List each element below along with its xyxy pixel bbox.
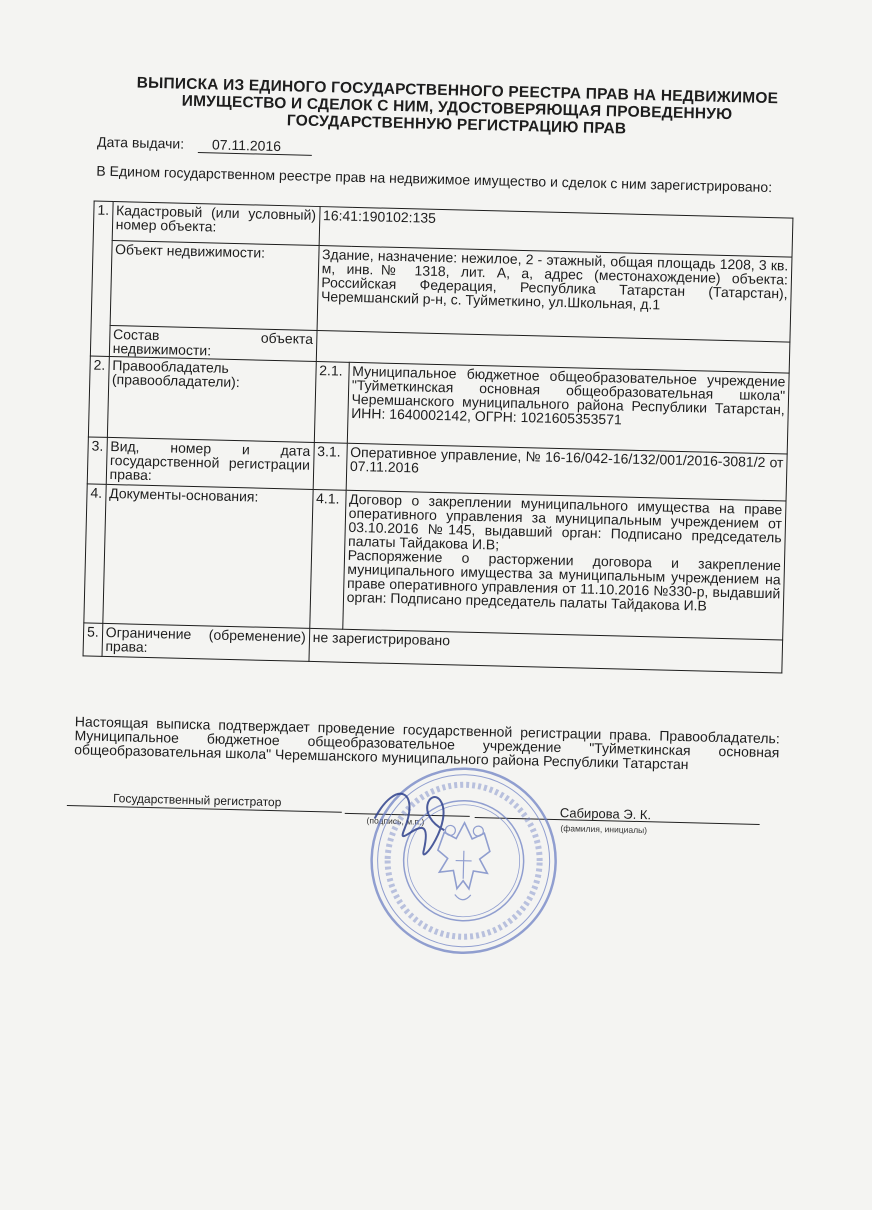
row-number: 3. <box>87 437 107 484</box>
registrar-name: Сабирова Э. К. <box>559 805 652 823</box>
registrar-label: Государственный регистратор <box>112 791 282 810</box>
signature-caption: (подпись, м.п.) <box>366 815 425 827</box>
documents-label: Документы-основания: <box>103 484 313 628</box>
row-number: 5. <box>83 623 102 656</box>
cadastral-label: Кадастровый (или условный) номер объекта: <box>112 201 320 245</box>
cadastral-value: 16:41:190102:135 <box>319 207 793 258</box>
rightholder-label: Правообладатель (правообладатели): <box>107 356 316 442</box>
intro-paragraph: В Едином государственном реестре прав на недвижимое имущество и сделок с ним зарегистрировано: <box>96 162 773 196</box>
documents-value <box>342 490 786 640</box>
composition-label: Состав объекта недвижимости: <box>109 325 317 361</box>
registration-value: Оперативное управление, № 16-16/042-16/132/001/2016-3081/2 от 07.11.2016 <box>346 443 787 501</box>
encumbrance-label: Ограничение (обременение) права: <box>102 623 310 661</box>
official-seal-stamp-icon <box>361 758 566 963</box>
sub-number: 2.1. <box>314 361 349 443</box>
document-title: ВЫПИСКА ИЗ ЕДИНОГО ГОСУДАРСТВЕННОГО РЕЕСТРА ПРАВ НА НЕДВИЖИМОЕ ИМУЩЕСТВО И СДЕЛОК С НИМ, УДОСТОВЕРЯЮЩАЯ ПРОВЕДЕННУЮ ГОСУДАРСТВЕННУЮ РЕГИСТРАЦИЮ ПРАВ <box>136 74 779 138</box>
object-value: Здание, назначение: нежилое, 2 - этажный, общая площадь 1208, 3 кв. м, инв.№ 1318, лит. А, а, адрес (местонахождение) объекта: Российская Федерация, Республика Татарстан (Татарстан), Черемшанский р-н, с. Туйметкино, ул.Школьная, д.1 <box>317 246 792 343</box>
name-caption: (фамилия, инициалы) <box>560 823 648 836</box>
registry-table <box>83 201 794 674</box>
issue-date-label: Дата выдачи: <box>96 133 185 152</box>
document-basis-1: Договор о закреплении муниципального имущества на праве оперативного управления за муниципальным учреждением от 03.10.2016 №145, выдавший орган: Подписано председатель палаты Тайдакова И.В; <box>347 490 783 553</box>
sub-number: 4.1. <box>309 489 345 629</box>
issue-date-row <box>97 134 312 156</box>
document-basis-2: Распоряжение о расторжении договора и закрепление муниципального имущества за муниципальным учреждением на праве оперативного управления от 11.10.2016 №330-р, выдавший орган: Подписано председатель палаты Тайдакова И.В <box>346 546 782 614</box>
table-row <box>84 484 786 640</box>
object-label: Объект недвижимости: <box>110 240 319 330</box>
issue-date-value: 07.11.2016 <box>198 136 312 156</box>
rightholder-value: Муниципальное бюджетное общеобразовательное учреждение "Туйметкинская основная общеобразовательная школа" Черемшанского муниципального района Республики Татарстан, ИНН: 1640002142, ОГРН: 1021605353571 <box>347 362 789 454</box>
registration-label: Вид, номер и дата государственной регистрации права: <box>106 437 314 489</box>
encumbrance-value: не зарегистрировано <box>309 628 783 673</box>
row-number: 4. <box>84 484 106 623</box>
sub-number: 3.1. <box>313 442 347 490</box>
row-number: 2. <box>88 356 109 437</box>
confirmation-paragraph: Настоящая выписка подтверждает проведение государственной регистрации права. Правообладатель: Муниципальное бюджетное общеобразовательное учреждение "Туйметкинская основная общеобразовательная школа" Черемшанского муниципального района Республики Татарстан <box>74 713 780 773</box>
row-number: 1. <box>90 201 112 356</box>
